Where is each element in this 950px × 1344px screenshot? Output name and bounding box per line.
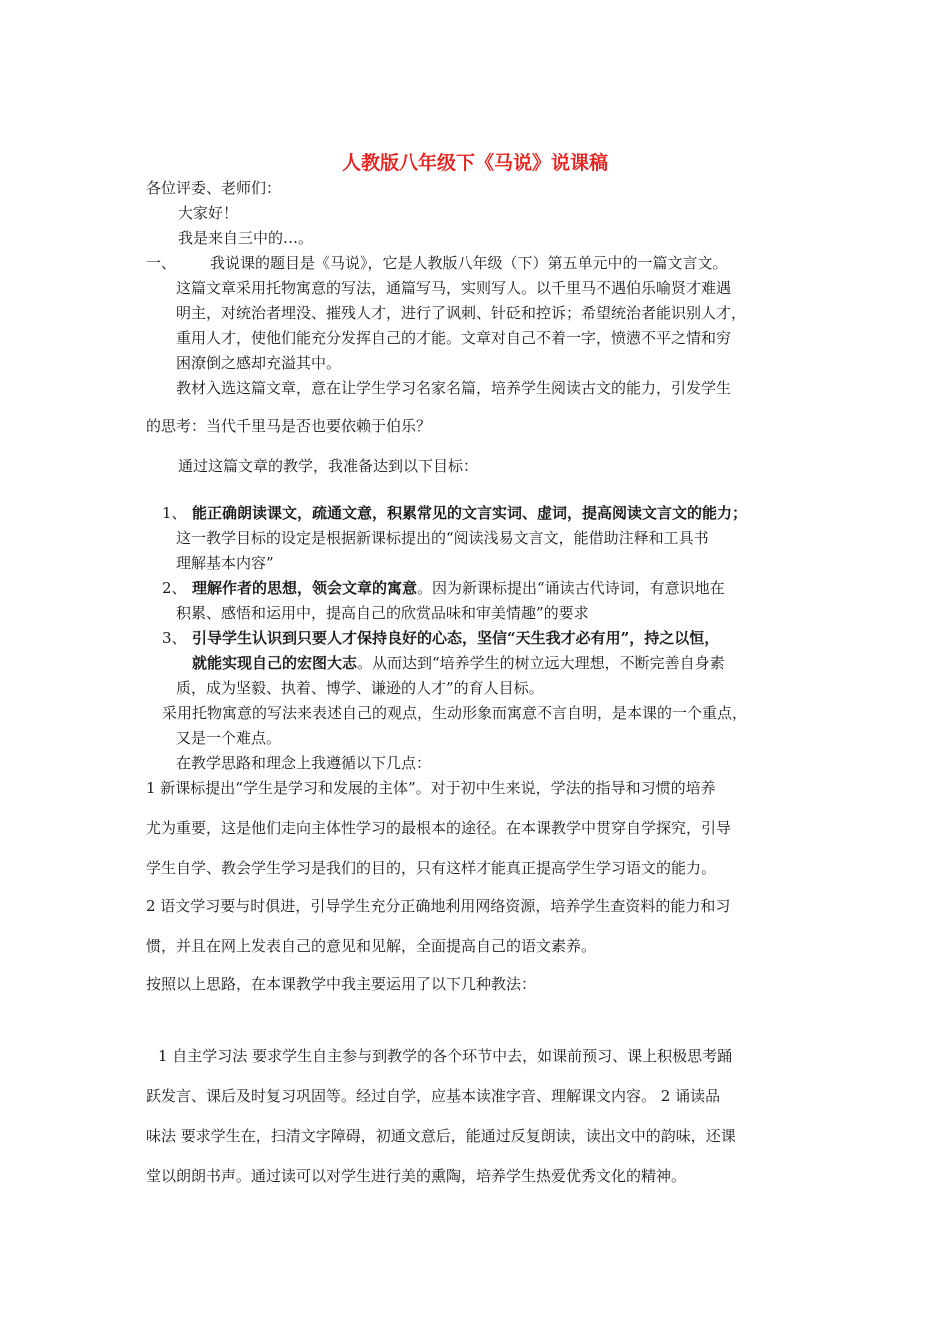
greeting: 各位评委、老师们：: [146, 179, 282, 197]
goal-text: 。从而达到“培养学生的树立远大理想，不断完善自身素: [357, 654, 725, 672]
question-line: 的思考：当代千里马是否也要依赖于伯乐？: [146, 417, 432, 435]
goal-bold-text: 理解作者的思想，领会文章的寓意: [192, 579, 418, 597]
section1-line: 我说课的题目是《马说》，它是人教版八年级（下）第五单元中的一篇文言文。: [210, 254, 728, 272]
method-line: 1 自主学习法 要求学生自主参与到教学的各个环节中去，如课前预习、课上积极思考踊: [158, 1047, 733, 1065]
section1-marker: 一、: [146, 254, 177, 272]
principle-line: 学生自学、教会学生学习是我们的目的，只有这样才能真正提高学生学习语文的能力。: [146, 859, 717, 877]
intro-line: 我是来自三中的…。: [178, 229, 314, 247]
goal-bold-text: 引导学生认识到只要人才保持良好的心态，坚信“天生我才必有用”，持之以恒，: [192, 629, 720, 647]
goal-number: 3、: [162, 629, 187, 647]
principle-line: 1 新课标提出“学生是学习和发展的主体”。对于初中生来说，学法的指导和习惯的培养: [146, 779, 716, 797]
key-point-line: 采用托物寓意的写法来表述自己的观点，生动形象而寓意不言自明，是本课的一个重点，: [162, 704, 748, 722]
principle-line: 2 语文学习要与时俱进，引导学生充分正确地利用网络资源，培养学生查资料的能力和习: [146, 897, 731, 915]
goal-bold-text: 能正确朗读课文，疏通文意，积累常见的文言实词、虚词，提高阅读文言文的能力；: [192, 504, 748, 522]
goal-text: 这一教学目标的设定是根据新课标提出的“阅读浅易文言文，能借助注释和工具书: [176, 529, 709, 547]
principles-intro: 在教学思路和理念上我遵循以下几点：: [176, 754, 432, 772]
section1-line: 重用人才，使他们能充分发挥自己的才能。文章对自己不着一字，愤懑不平之情和穷: [176, 329, 732, 347]
goal-line: [192, 653, 725, 673]
goal-number: 1、: [162, 504, 187, 522]
document-title: 人教版八年级下《马说》说课稿: [341, 152, 608, 174]
section1-line: 这篇文章采用托物寓意的写法，通篇写马，实则写人。以千里马不遇伯乐喻贤才难遇: [176, 279, 732, 297]
goals-intro: 通过这篇文章的教学，我准备达到以下目标：: [178, 457, 479, 475]
hello-line: 大家好！: [178, 204, 239, 222]
goal-text: 积累、感悟和运用中，提高自己的欣赏品味和审美情趣”的要求: [176, 604, 589, 622]
goal-text: 质，成为坚毅、执着、博学、谦逊的人才”的育人目标。: [176, 679, 544, 697]
section1-line: 明主，对统治者埋没、摧残人才，进行了讽刺、针砭和控诉；希望统治者能识别人才，: [176, 304, 747, 322]
method-line: 堂以朗朗书声。通过读可以对学生进行美的熏陶，培养学生热爱优秀文化的精神。: [146, 1167, 687, 1185]
section1-line: 困潦倒之感却充溢其中。: [176, 354, 342, 372]
principle-line: 尤为重要，这是他们走向主体性学习的最根本的途径。在本课教学中贯穿自学探究，引导: [146, 819, 732, 837]
goal-bold-text: 就能实现自己的宏图大志: [192, 654, 358, 672]
key-point-line: 又是一个难点。: [176, 729, 282, 747]
methods-intro: 按照以上思路，在本课教学中我主要运用了以下几种教法：: [146, 975, 537, 993]
goal-text: 。因为新课标提出“诵读古代诗词，有意识地在: [417, 579, 725, 597]
section1-line: 教材入选这篇文章，意在让学生学习名家名篇，培养学生阅读古文的能力，引发学生: [176, 379, 732, 397]
goal-line: [192, 578, 725, 598]
method-line: 味法 要求学生在，扫清文字障碍，初通文意后，能通过反复朗读，读出文中的韵味，还课: [146, 1127, 736, 1145]
goal-number: 2、: [162, 579, 187, 597]
goal-text: 理解基本内容”: [176, 554, 274, 572]
principle-line: 惯，并且在网上发表自己的意见和见解，全面提高自己的语文素养。: [146, 937, 597, 955]
method-line: 跃发言、课后及时复习巩固等。经过自学，应基本读准字音、理解课文内容。 2 诵读品: [146, 1087, 721, 1105]
